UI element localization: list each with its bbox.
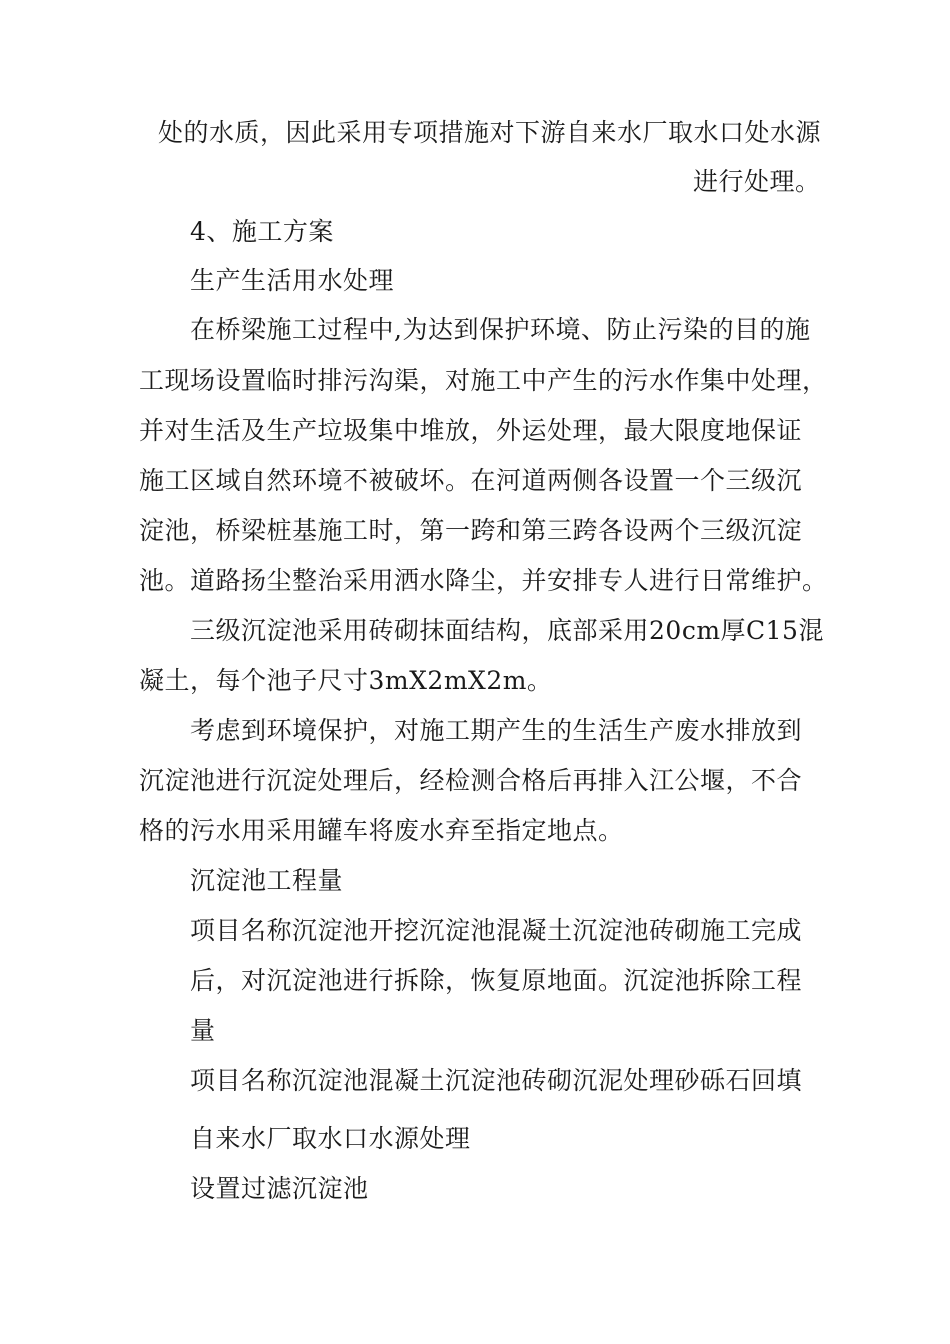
text-line: 进行处理。 — [693, 167, 821, 196]
text-line: 处的水质，因此采用专项措施对下游自来水厂取水口处水源 — [158, 118, 822, 147]
text-line: 施工区域自然环境不被破坏。在河道两侧各设置一个三级沉 — [139, 466, 803, 495]
text-line: 沉淀池进行沉淀处理后，经检测合格后再排入江公堰，不合 — [139, 766, 803, 795]
text-line: 后，对沉淀池进行拆除，恢复原地面。沉淀池拆除工程 — [190, 966, 803, 995]
subsection-heading: 设置过滤沉淀池 — [190, 1174, 369, 1203]
text-line: 在桥梁施工过程中,为达到保护环境、防止污染的目的施 — [190, 315, 811, 344]
text-line: 格的污水用采用罐车将废水弃至指定地点。 — [139, 816, 624, 845]
subsection-heading: 生产生活用水处理 — [190, 266, 395, 295]
text-line: 考虑到环境保护，对施工期产生的生活生产废水排放到 — [190, 716, 803, 745]
text-line: 工现场设置临时排污沟渠，对施工中产生的污水作集中处理， — [139, 366, 828, 395]
text-line: 量 — [190, 1016, 216, 1045]
subsection-heading: 自来水厂取水口水源处理 — [190, 1124, 471, 1153]
text-line: 项目名称沉淀池混凝土沉淀池砖砌沉泥处理砂砾石回填 — [190, 1066, 803, 1095]
text-line: 凝土，每个池子尺寸3mX2mX2m。 — [139, 666, 553, 695]
subsection-heading: 沉淀池工程量 — [190, 866, 344, 895]
section-heading: 4、施工方案 — [190, 217, 334, 246]
text-line: 池。道路扬尘整治采用洒水降尘，并安排专人进行日常维护。 — [139, 566, 828, 595]
text-line: 项目名称沉淀池开挖沉淀池混凝土沉淀池砖砌施工完成 — [190, 916, 803, 945]
text-line: 三级沉淀池采用砖砌抹面结构，底部采用20cm厚C15混 — [190, 616, 824, 645]
text-line: 淀池，桥梁桩基施工时，第一跨和第三跨各设两个三级沉淀 — [139, 516, 803, 545]
text-line: 并对生活及生产垃圾集中堆放，外运处理，最大限度地保证 — [139, 416, 803, 445]
